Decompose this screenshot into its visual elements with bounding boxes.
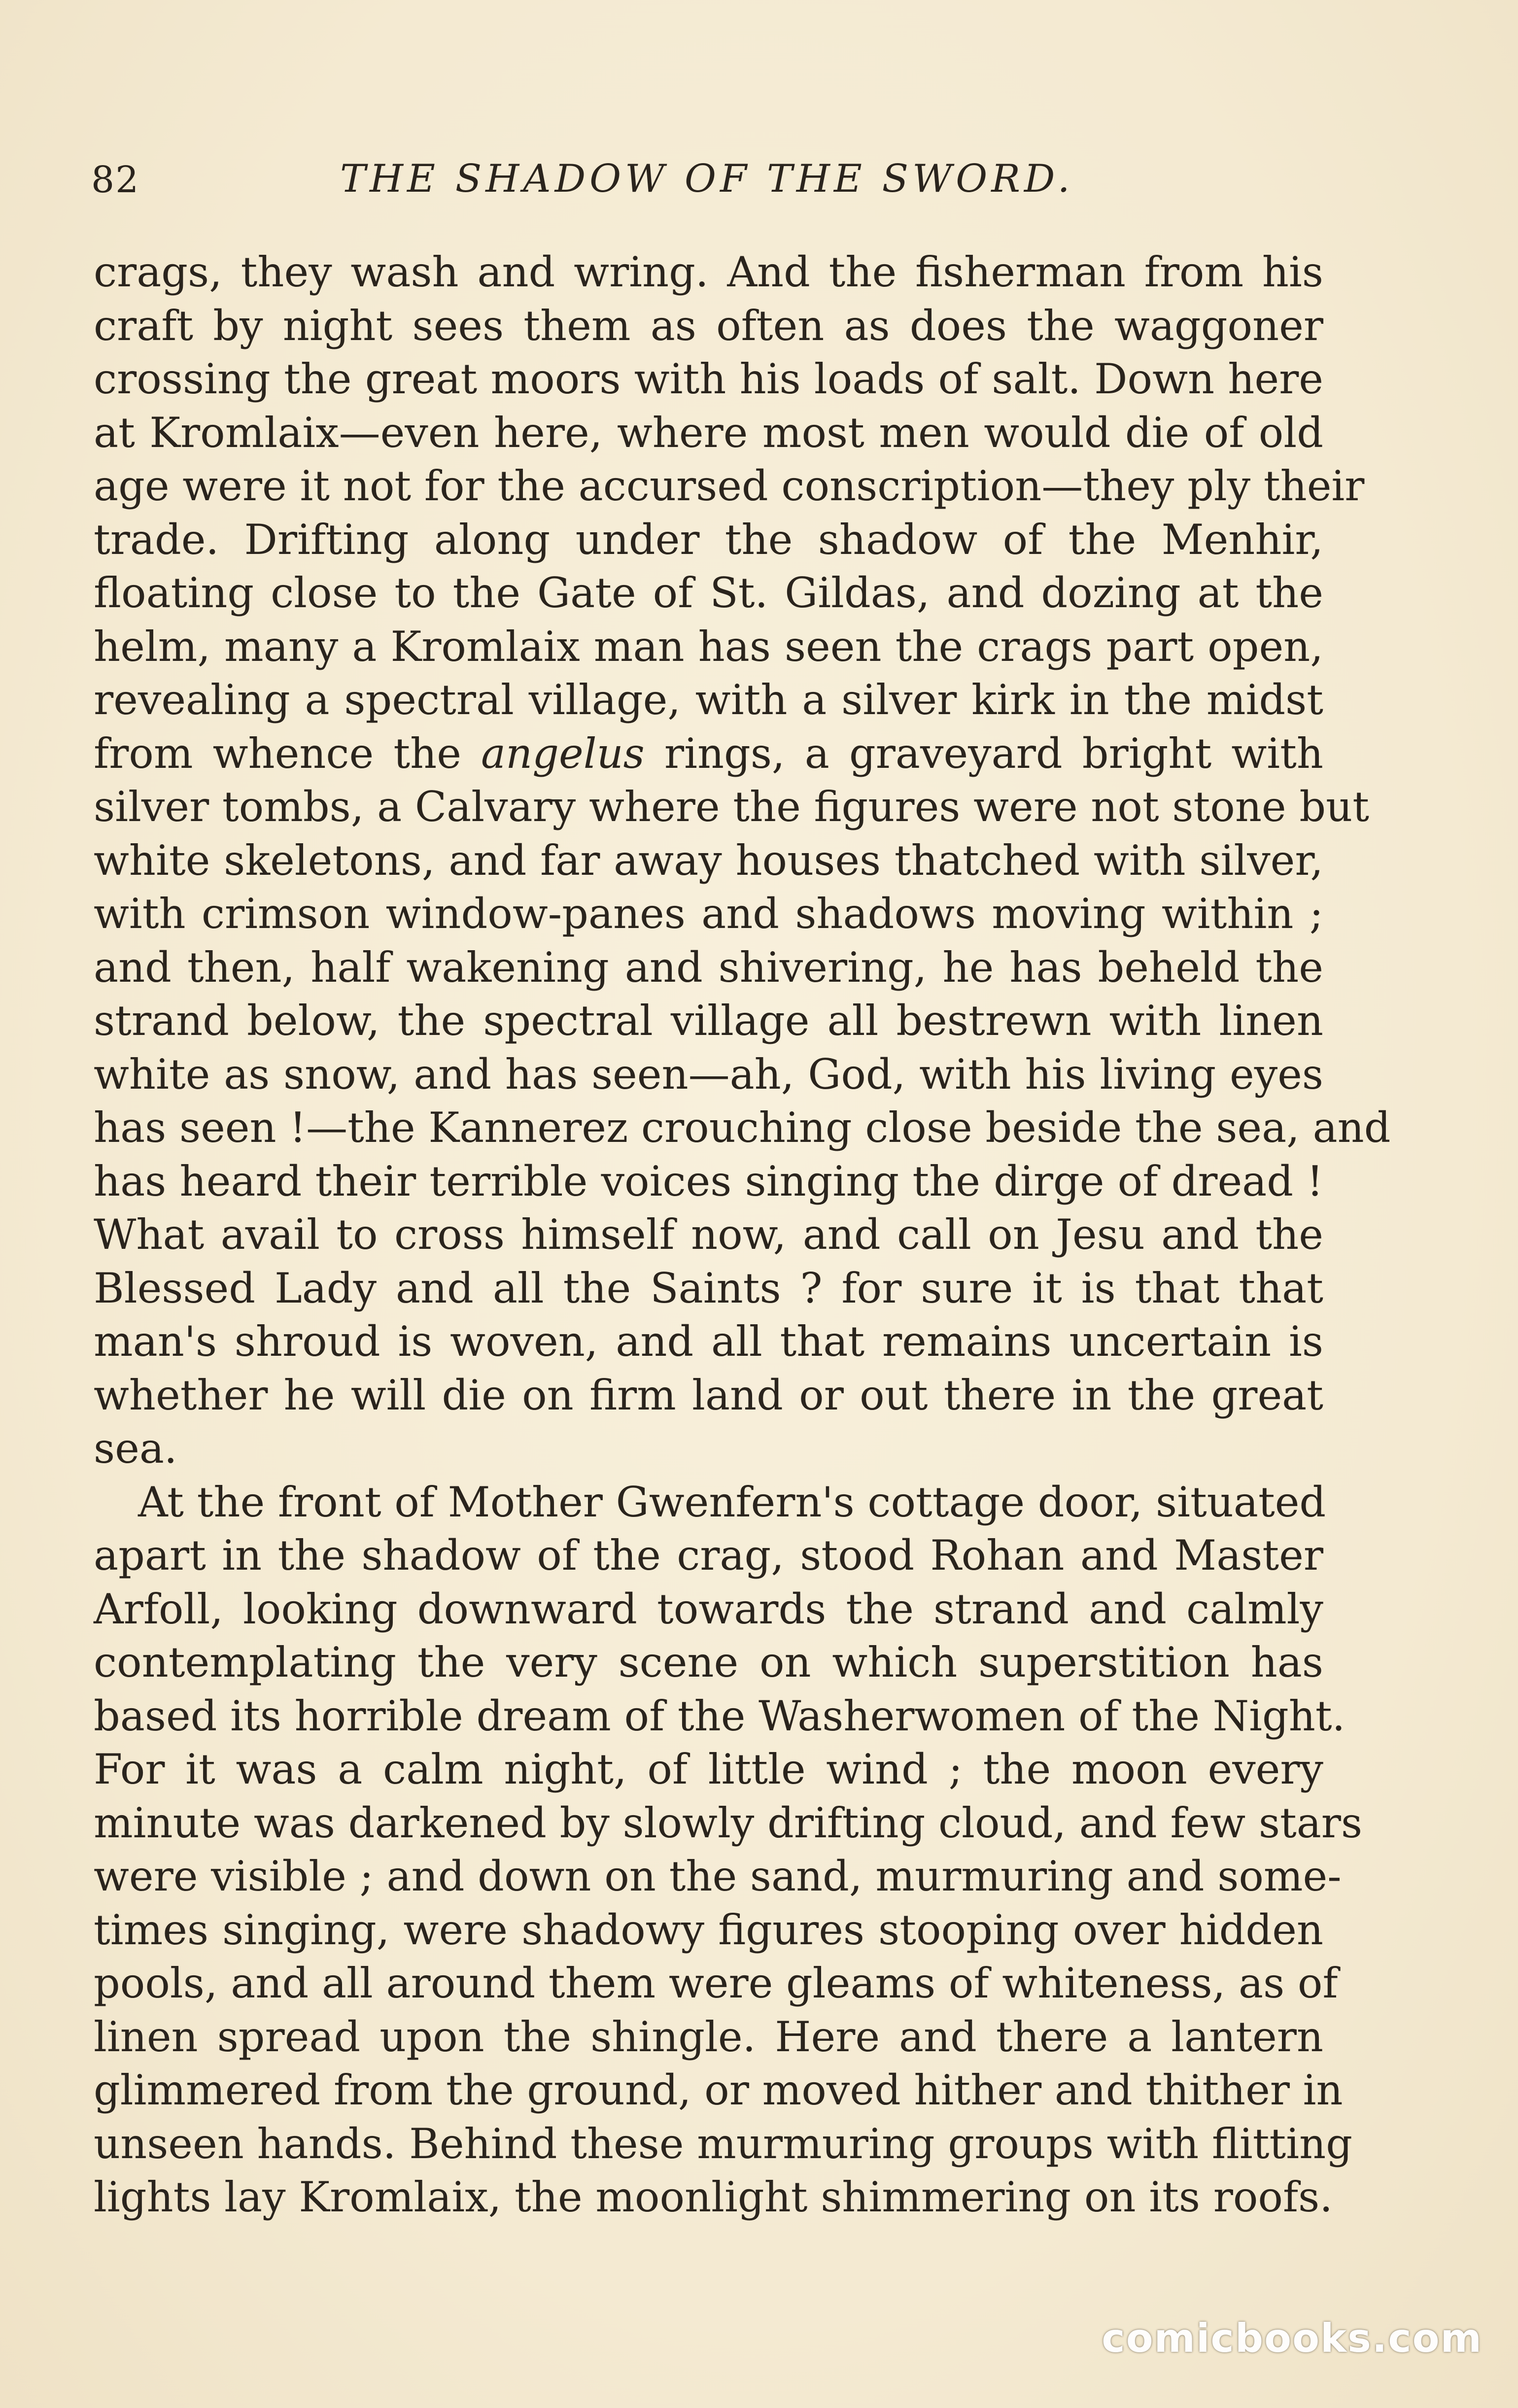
text-line: whether he will die on firm land or out there in the great [94, 1371, 1323, 1419]
text-line: pools, and all around them were gleams of whiteness, as of [94, 1959, 1338, 2007]
text-line: helm, many a Kromlaix man has seen the crags part open, [94, 622, 1323, 671]
text-line: has seen !—the Kannerez crouching close beside the sea, and [94, 1103, 1391, 1152]
text-line: revealing a spectral village, with a silver kirk in the midst [94, 676, 1323, 724]
text-line: silver tombs, a Calvary where the figures were not stone but [94, 783, 1369, 831]
text-line: Blessed Lady and all the Saints ? for sure it is that that [94, 1264, 1323, 1312]
line-tail: rings, a graveyard bright with [644, 729, 1323, 778]
text-line-with-italic [94, 727, 1323, 781]
text-line: floating close to the Gate of St. Gildas, and dozing at the [94, 569, 1323, 617]
text-line: with crimson window-panes and shadows moving within ; [94, 890, 1323, 938]
italic-word-angelus: angelus [481, 729, 645, 778]
line-head: from whence the [94, 729, 482, 778]
text-line: trade. Drifting along under the shadow of the Menhir, [94, 515, 1323, 564]
running-title: THE SHADOW OF THE SWORD. [340, 157, 1074, 201]
text-line: age were it not for the accursed conscription—they ply their [94, 462, 1365, 510]
text-line: apart in the shadow of the crag, stood Rohan and Master [94, 1531, 1323, 1580]
text-line: man's shroud is woven, and all that remains uncertain is [94, 1317, 1323, 1366]
text-line: white skeletons, and far away houses thatched with silver, [94, 836, 1323, 885]
text-line: crags, they wash and wring. And the fisherman from his [94, 248, 1323, 296]
text-line: white as snow, and has seen—ah, God, with his living eyes [94, 1050, 1323, 1099]
text-line: strand below, the spectral village all bestrewn with linen [94, 997, 1323, 1045]
text-line: linen spread upon the shingle. Here and there a lantern [94, 2012, 1323, 2061]
text-line: at Kromlaix—even here, where most men would die of old [94, 408, 1323, 457]
paragraph-2 [94, 1476, 1363, 2224]
text-line: For it was a calm night, of little wind ; the moon every [94, 1745, 1323, 1793]
page-number: 82 [91, 159, 140, 201]
text-line-indented: At the front of Mother Gwenfern's cottage door, situated [138, 1478, 1326, 1526]
text-line: based its horrible dream of the Washerwomen of the Night. [94, 1691, 1346, 1740]
page-header [91, 148, 1077, 207]
text-line: and then, half wakening and shivering, he has beheld the [94, 943, 1323, 992]
paragraph-1 [94, 245, 1391, 1476]
text-line: sea. [94, 1424, 177, 1473]
text-line: minute was darkened by slowly drifting cloud, and few stars [94, 1798, 1363, 1847]
text-line: contemplating the very scene on which superstition has [94, 1638, 1323, 1686]
text-line: craft by night sees them as often as does the waggoner [94, 301, 1323, 350]
text-line: glimmered from the ground, or moved hither and thither in [94, 2066, 1343, 2114]
text-line: Arfoll, looking downward towards the strand and calmly [94, 1584, 1323, 1633]
text-line: were visible ; and down on the sand, murmuring and some- [94, 1852, 1342, 1900]
text-line: lights lay Kromlaix, the moonlight shimmering on its roofs. [94, 2173, 1333, 2221]
text-line: crossing the great moors with his loads of salt. Down here [94, 355, 1323, 403]
site-watermark: comicbooks.com [1102, 2315, 1483, 2361]
text-line: unseen hands. Behind these murmuring groups with flitting [94, 2119, 1353, 2168]
text-line: What avail to cross himself now, and call on Jesu and the [94, 1210, 1323, 1259]
text-line: times singing, were shadowy figures stooping over hidden [94, 1905, 1323, 1954]
body-text [94, 245, 1391, 2224]
text-line: has heard their terrible voices singing the dirge of dread ! [94, 1157, 1323, 1205]
